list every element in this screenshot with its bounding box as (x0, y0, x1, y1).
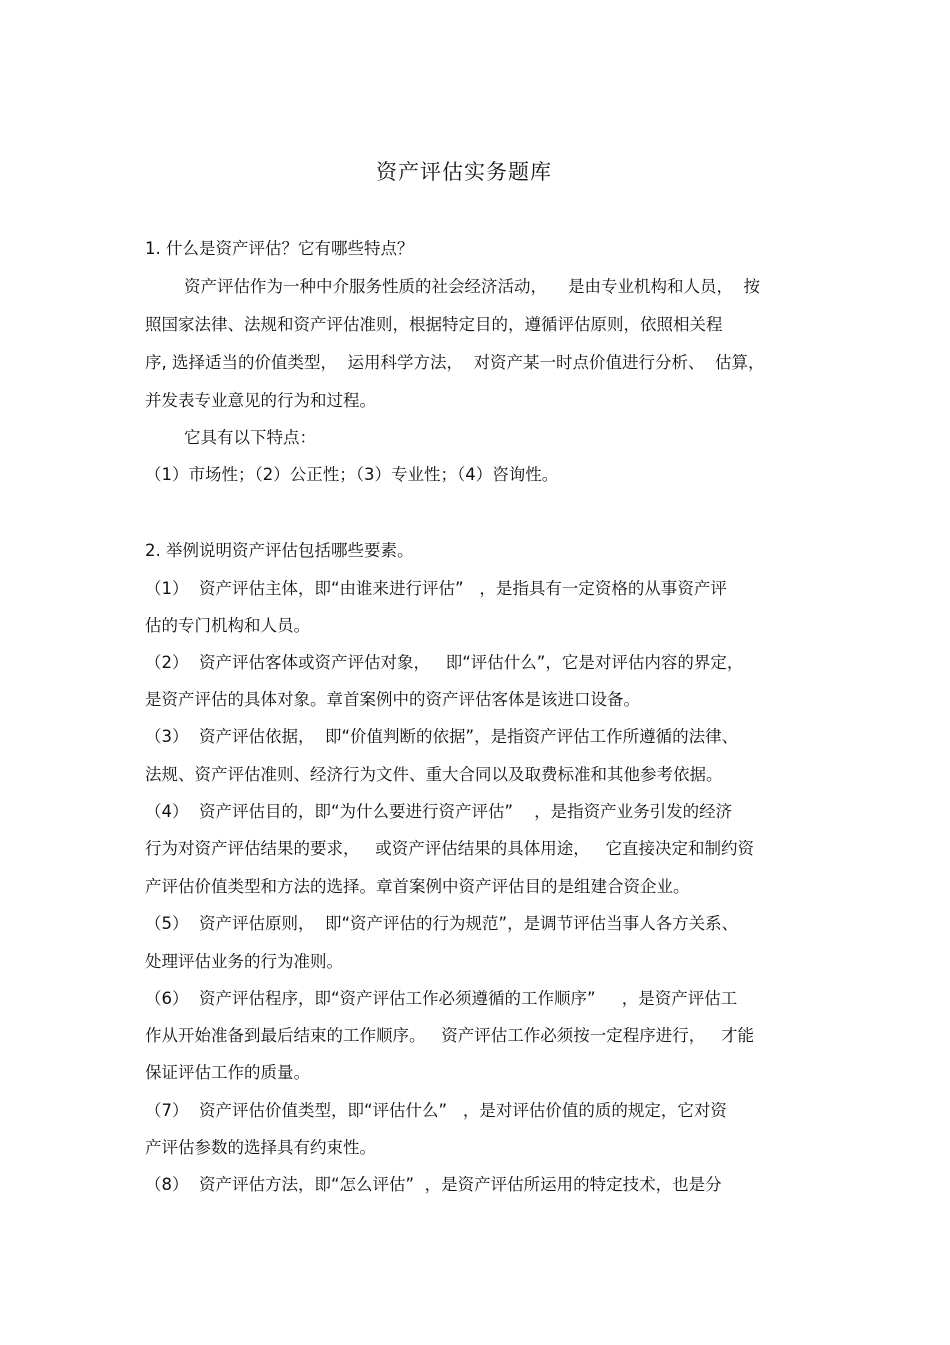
question-heading: 1. 什么是资产评估？它有哪些特点？ (145, 239, 414, 258)
paragraph-line: 并发表专业意见的行为和过程。 (145, 391, 376, 410)
paragraph-line: 序, 选择适当的价值类型， 运用科学方法， 对资产某一时点价值进行分析、 估算， (145, 353, 765, 372)
list-item: （3） 资产评估依据， 即“价值判断的依据”，是指资产评估工作所遵循的法律、 (145, 727, 739, 746)
paragraph-line: 行为对资产评估结果的要求， 或资产评估结果的具体用途， 它直接决定和制约资 (145, 839, 754, 858)
page-title: 资产评估实务题库 (376, 160, 552, 184)
paragraph-line: 资产评估作为一种中介服务性质的社会经济活动， 是由专业机构和人员， 按 (184, 277, 760, 296)
paragraph-line: 估的专门机构和人员。 (145, 616, 310, 635)
list-item: （2） 资产评估客体或资产评估对象， 即“评估什么”，它是对评估内容的界定， (145, 653, 744, 672)
list-item: （1） 资产评估主体，即“由谁来进行评估” ，是指具有一定资格的从事资产评 (145, 579, 727, 598)
paragraph-line: 产评估价值类型和方法的选择。章首案例中资产评估目的是组建合资企业。 (145, 877, 690, 896)
list-item: （4） 资产评估目的，即“为什么要进行资产评估” ，是指资产业务引发的经济 (145, 802, 733, 821)
list-item: （7） 资产评估价值类型，即“评估什么” ，是对评估价值的质的规定，它对资 (145, 1101, 727, 1120)
question-heading: 2. 举例说明资产评估包括哪些要素。 (145, 541, 414, 560)
paragraph-line: 作从开始准备到最后结束的工作顺序。 资产评估工作必须按一定程序进行， 才能 (145, 1026, 754, 1045)
list-item: （6） 资产评估程序，即“资产评估工作必须遵循的工作顺序” ，是资产评估工 (145, 989, 738, 1008)
paragraph-line: 法规、资产评估准则、经济行为文件、重大合同以及取费标准和其他参考依据。 (145, 765, 723, 784)
paragraph-line: 产评估参数的选择具有约束性。 (145, 1138, 376, 1157)
paragraph-line: 它具有以下特点： (184, 428, 316, 447)
paragraph-line: 是资产评估的具体对象。章首案例中的资产评估客体是该进口设备。 (145, 690, 640, 709)
list-item: （5） 资产评估原则， 即“资产评估的行为规范”，是调节评估当事人各方关系、 (145, 914, 739, 933)
paragraph-line: 照国家法律、法规和资产评估准则，根据特定目的，遵循评估原则，依照相关程 (145, 315, 723, 334)
list-item: （8） 资产评估方法，即“怎么评估” ，是资产评估所运用的特定技术，也是分 (145, 1175, 722, 1194)
paragraph-line: 保证评估工作的质量。 (145, 1063, 310, 1082)
paragraph-line: （1）市场性；（2）公正性；（3）专业性；（4）咨询性。 (145, 465, 559, 484)
paragraph-line: 处理评估业务的行为准则。 (145, 952, 343, 971)
